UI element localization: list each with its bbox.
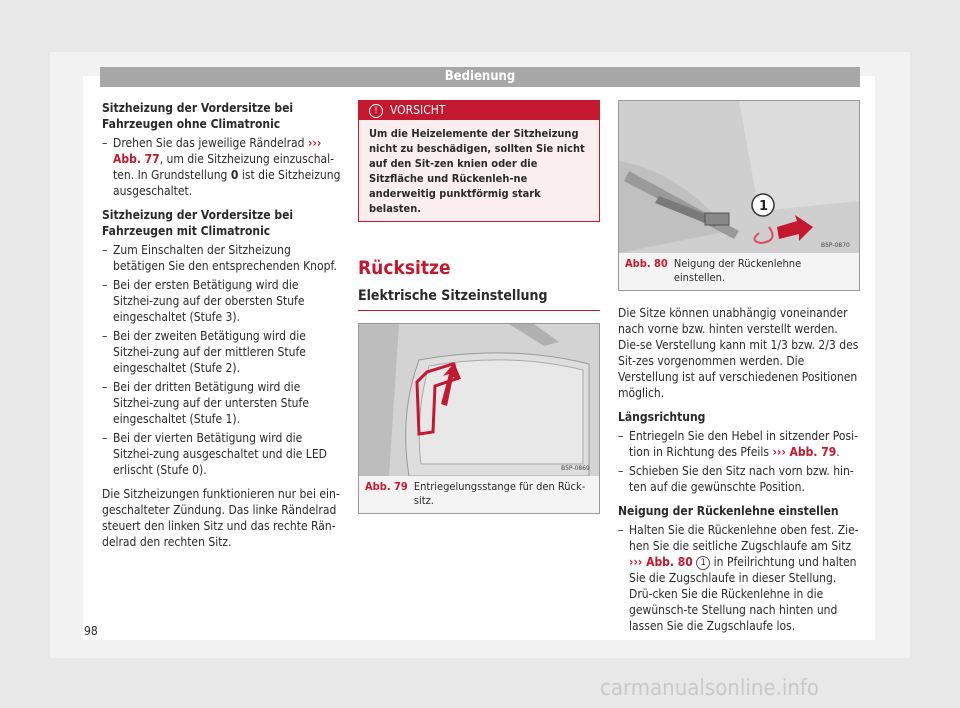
list-item: – Halten Sie die Rückenlehne oben fest. Zie-hen Sie die seitliche Zugschlaufe am Sitz ››› Abb. 80 1 in Pfeilrichtung und halten Sie die Zugschlaufe in dieser Stellung. Drü-cken Sie die Rückenlehne in die gewünsch-te Stellung nach hinten und lassen Sie die Zugschlaufe los. (618, 522, 860, 634)
heading-with-climatronic: Sitzheizung der Vordersitze bei Fahrzeugen mit Climatronic (102, 208, 294, 238)
caution-header (359, 101, 599, 120)
list-item: – Entriegeln Sie den Hebel in sitzender Posi-tion in Richtung des Pfeils ››› Abb. 79. (618, 428, 860, 460)
figure-code: B5P-0869 (561, 465, 590, 472)
column-3 (618, 100, 860, 634)
figure-caption-text: Neigung der Rückenlehne einstellen. (673, 257, 802, 284)
column-1 (102, 100, 342, 550)
seat-recline-illustration (619, 101, 859, 253)
ref-abb-77-link[interactable]: ››› Abb. 77 (113, 136, 322, 166)
figure-80-caption (619, 253, 859, 290)
figure-79 (358, 323, 600, 514)
caution-title: VORSICHT (390, 103, 446, 117)
figure-80 (618, 100, 860, 291)
marker-1: 1 (759, 199, 769, 214)
callout-number-1: 1 (696, 556, 710, 570)
figure-79-caption (359, 476, 599, 513)
heading-neigung: Neigung der Rückenlehne einstellen (618, 504, 839, 518)
column-2 (358, 100, 600, 514)
section-header: Bedienung (100, 67, 860, 87)
section-title-ruecksitze: Rücksitze (358, 257, 451, 279)
list-item: – Bei der ersten Betätigung wird die Sitzhei-zung auf der obersten Stufe eingeschaltet (Stufe 3). (102, 277, 342, 325)
exclamation-icon: ! (369, 104, 383, 118)
figure-code: B5P-0870 (821, 242, 850, 249)
list-item: – Drehen Sie das jeweilige Rändelrad ››› Abb. 77, um die Sitzheizung einzuschal-ten. In Grundstellung 0 ist die Sitzheizung ausgeschaltet. (102, 135, 342, 199)
figure-label: Abb. 80 (625, 257, 668, 270)
list-item: – Schieben Sie den Sitz nach vorn bzw. hin-ten auf die gewünschte Position. (618, 463, 860, 495)
ref-abb-79-link[interactable]: ››› Abb. 79 (772, 445, 837, 459)
subsection-title: Elektrische Sitzeinstellung (358, 288, 600, 311)
figure-label: Abb. 79 (365, 480, 408, 493)
figure-80-image (619, 101, 859, 253)
list-laengsrichtung (618, 428, 860, 495)
watermark: carmanualsonline.info (600, 676, 819, 701)
list-without-climatronic (102, 135, 342, 199)
figure-caption-text: Entriegelungsstange für den Rück-sitz. (413, 480, 586, 507)
list-item: – Bei der zweiten Betätigung wird die Sitzhei-zung auf der mittleren Stufe eingeschaltet (Stufe 2). (102, 328, 342, 376)
heading-laengsrichtung: Längsrichtung (618, 410, 706, 424)
list-item: – Zum Einschalten der Sitzheizung betätigen Sie den entsprechenden Knopf. (102, 242, 342, 274)
list-neigung (618, 522, 860, 634)
list-item: – Bei der vierten Betätigung wird die Sitzhei-zung ausgeschaltet und die LED erlischt (Stufe 0). (102, 430, 342, 478)
rear-seat-illustration (359, 324, 599, 476)
caution-box (358, 100, 600, 222)
list-item: – Bei der dritten Betätigung wird die Sitzhei-zung auf der untersten Stufe eingeschaltet (Stufe 1). (102, 379, 342, 427)
list-with-climatronic (102, 242, 342, 478)
ref-abb-80-link[interactable]: ››› Abb. 80 (629, 555, 693, 569)
figure-79-image (359, 324, 599, 476)
page-number: 98 (84, 624, 98, 638)
paragraph-seat-adjustment: Die Sitze können unabhängig voneinander nach vorne bzw. hinten verstellt werden. Die-se Verstellung kann mit 1/3 bzw. 2/3 des Sit-zes vorgenommen werden. Die Verstellung ist auf verschiedenen Positionen möglich. (618, 306, 859, 400)
heading-without-climatronic: Sitzheizung der Vordersitze bei Fahrzeugen ohne Climatronic (102, 101, 294, 131)
paragraph-seat-heating-note: Die Sitzheizungen funktionieren nur bei ein-geschalteter Zündung. Das linke Rändelrad steuert den linken Sitz und das rechte Rän-delrad den rechten Sitz. (102, 487, 340, 549)
caution-text: Um die Heizelemente der Sitzheizung nicht zu beschädigen, sollten Sie nicht auf den Sit-zen knien oder die Sitzfläche und Rückenleh-ne anderweitig punktförmig stark belasten. (369, 127, 585, 215)
